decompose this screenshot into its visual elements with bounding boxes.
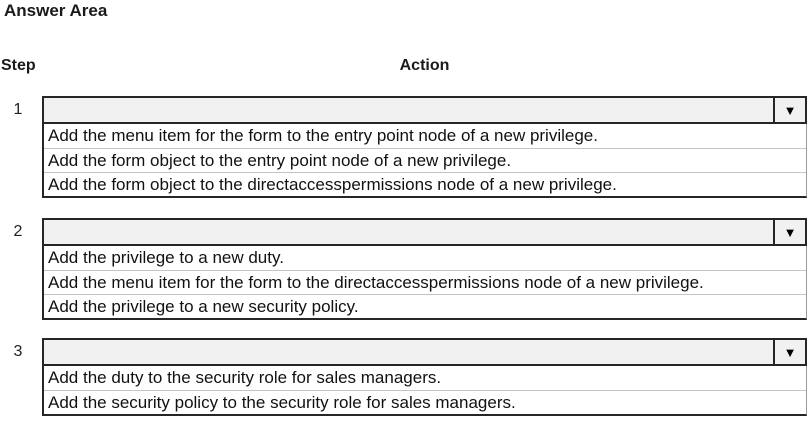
step-3-option-2[interactable]: Add the security policy to the security role for sales managers. — [44, 390, 806, 414]
step-1-option-3[interactable]: Add the form object to the directaccesspermissions node of a new privilege. — [44, 172, 806, 196]
step-1-group — [0, 96, 812, 198]
column-header-action: Action — [399, 57, 450, 74]
step-2-group — [0, 218, 812, 320]
step-2-option-3[interactable]: Add the privilege to a new security policy. — [44, 294, 806, 318]
step-2-number: 2 — [13, 223, 23, 240]
step-2-options-list — [42, 246, 807, 320]
step-1-dropdown-arrow-button[interactable] — [773, 98, 805, 122]
step-2-dropdown[interactable] — [42, 218, 807, 246]
step-2-dropdown-arrow-button[interactable] — [773, 220, 805, 244]
step-1-options-list — [42, 124, 807, 198]
caret-down-icon: ▼ — [783, 224, 797, 240]
column-header-step: Step — [1, 57, 36, 74]
step-3-dropdown-arrow-button[interactable] — [773, 340, 805, 364]
step-2-dropdown-selected-value — [44, 220, 773, 244]
step-2-option-2[interactable]: Add the menu item for the form to the directaccesspermissions node of a new privilege. — [44, 270, 806, 294]
page-title: Answer Area — [4, 1, 108, 20]
step-1-number: 1 — [13, 101, 23, 118]
step-1-dropdown[interactable] — [42, 96, 807, 124]
step-3-dropdown[interactable] — [42, 338, 807, 366]
step-3-group — [0, 338, 812, 416]
caret-down-icon: ▼ — [783, 344, 797, 360]
step-3-option-1[interactable]: Add the duty to the security role for sales managers. — [44, 366, 806, 390]
step-1-option-1[interactable]: Add the menu item for the form to the entry point node of a new privilege. — [44, 124, 806, 148]
step-1-option-2[interactable]: Add the form object to the entry point node of a new privilege. — [44, 148, 806, 172]
step-3-dropdown-selected-value — [44, 340, 773, 364]
step-3-options-list — [42, 366, 807, 416]
step-3-number: 3 — [13, 343, 23, 360]
step-1-dropdown-selected-value — [44, 98, 773, 122]
step-2-option-1[interactable]: Add the privilege to a new duty. — [44, 246, 806, 270]
caret-down-icon: ▼ — [783, 102, 797, 118]
